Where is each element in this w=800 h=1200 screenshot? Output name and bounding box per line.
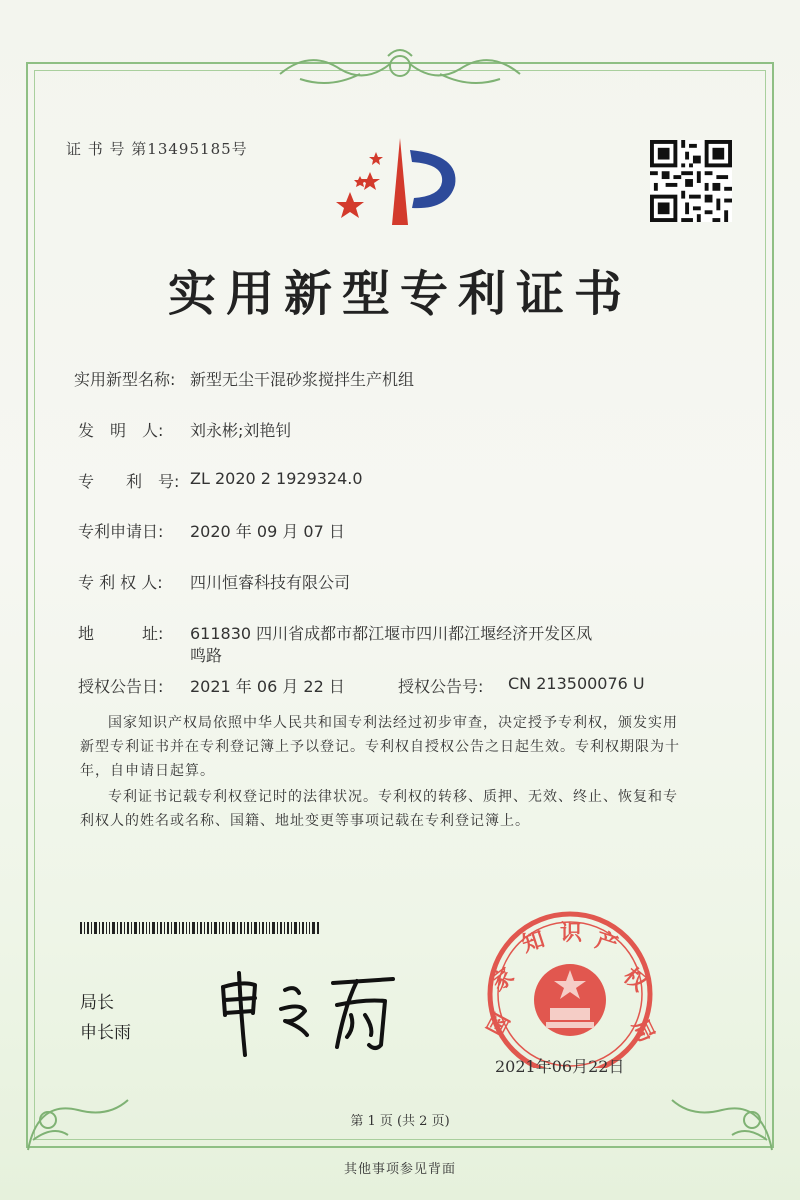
footer-note: 其他事项参见背面: [343, 1162, 456, 1177]
address-value-line2: 鸣路: [190, 646, 223, 665]
top-ornament-icon: [270, 44, 530, 94]
inventor-label: 发 明 人:: [78, 421, 164, 440]
certificate-title: 实用新型专利证书: [167, 266, 632, 322]
inventor-value: 刘永彬;刘艳钊: [190, 421, 292, 440]
director-name: 申长雨: [80, 1023, 131, 1043]
filing-date-value: 2020 年 09 月 07 日: [190, 522, 345, 541]
grant-date-label: 授权公告日:: [78, 677, 164, 696]
page-number: 第 1 页 (共 2 页): [350, 1114, 450, 1129]
grant-number-label: 授权公告号:: [398, 677, 484, 696]
svg-text:产: 产: [592, 927, 621, 959]
address-value-line1: 611830 四川省成都市都江堰市四川都江堰经济开发区凤: [190, 624, 593, 643]
svg-text:知: 知: [519, 927, 548, 958]
patentee-value: 四川恒睿科技有限公司: [190, 573, 351, 592]
svg-text:权: 权: [618, 963, 652, 997]
patentee-label: 专 利 权 人:: [78, 573, 163, 592]
paragraph-line: 国家知识产权局依照中华人民共和国专利法经过初步审查，决定授予专利权，颁发实用: [108, 715, 678, 731]
certificate-number: 证 书 号 第13495185号: [66, 140, 248, 158]
grant-date-value: 2021 年 06 月 22 日: [190, 677, 345, 696]
notice-paragraph-2: [80, 785, 678, 833]
address-label: 地 址:: [78, 624, 164, 643]
grant-number-value: CN 213500076 U: [508, 674, 645, 693]
svg-text:国: 国: [483, 1009, 516, 1041]
svg-text:局: 局: [626, 1015, 659, 1047]
cnipa-logo-icon: [330, 130, 470, 230]
svg-text:识: 识: [560, 921, 583, 946]
utility-model-name-value: 新型无尘干混砂浆搅拌生产机组: [190, 370, 415, 389]
patent-number-value: ZL 2020 2 1929324.0: [190, 469, 363, 488]
director-title: 局长: [80, 993, 114, 1013]
paragraph-line: 年，自申请日起算。: [80, 763, 215, 779]
patent-number-label: 专 利 号:: [78, 472, 180, 491]
qr-code-icon: [650, 140, 732, 222]
paragraph-line: 专利证书记载专利权登记时的法律状况。专利权的转移、质押、无效、终止、恢复和专: [108, 789, 678, 805]
paragraph-line: 新型专利证书并在专利登记簿上予以登记。专利权自授权公告之日起生效。专利权期限为十: [80, 739, 680, 755]
director-signature-icon: [215, 965, 405, 1060]
cnipa-seal-icon: [470, 908, 670, 1068]
barcode-icon: [80, 922, 320, 934]
svg-text:家: 家: [486, 963, 520, 997]
notice-paragraph-1: [80, 711, 680, 783]
paragraph-line: 利权人的姓名或名称、国籍、地址变更等事项记载在专利登记簿上。: [80, 813, 530, 829]
utility-model-name-label: 实用新型名称:: [74, 370, 176, 389]
seal-date: 2021年06月22日: [495, 1057, 625, 1076]
filing-date-label: 专利申请日:: [78, 522, 164, 541]
